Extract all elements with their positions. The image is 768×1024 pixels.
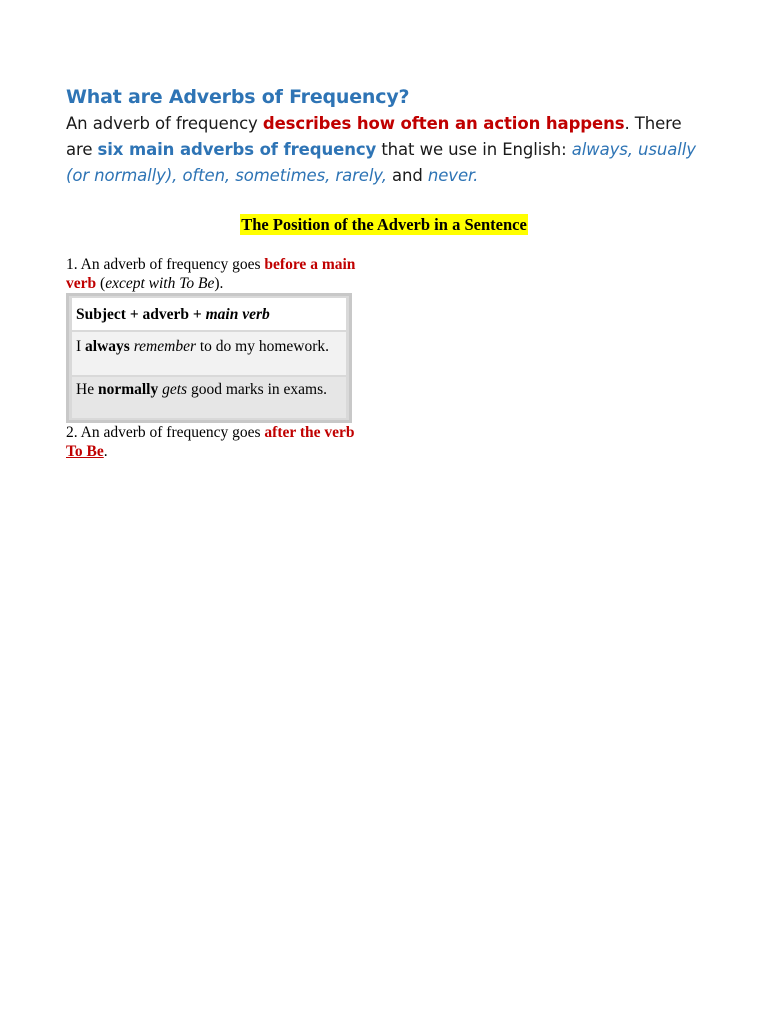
example-table (66, 293, 352, 423)
row-adverb: always (85, 338, 130, 355)
rule-exception: except with To Be (105, 275, 215, 292)
row-verb: remember (133, 338, 196, 355)
row-text: to do my homework. (195, 338, 330, 355)
rule-text: . (103, 443, 108, 460)
rule-text: ( (96, 275, 106, 292)
row-verb: gets (162, 381, 188, 398)
rule-text: 2. An adverb of frequency goes (66, 424, 265, 441)
header-text: Subject + adverb + (76, 306, 206, 323)
intro-text: . There are (66, 114, 682, 159)
intro-adverb-list: always, usually (or normally), often, sometimes, rarely, (66, 140, 696, 185)
table-row (72, 332, 346, 375)
intro-text: that we use in English: (376, 140, 572, 159)
rule-text: ). (214, 275, 224, 292)
row-text: good marks in exams. (187, 381, 327, 398)
row-text: I (76, 338, 86, 355)
intro-paragraph (66, 111, 706, 189)
intro-emphasis-definition: describes how often an action happens (262, 114, 625, 133)
section-title (0, 215, 768, 235)
rule-emphasis-underlined: To Be (66, 443, 104, 460)
row-adverb: normally (97, 381, 159, 398)
intro-text: An adverb of frequency (66, 114, 263, 133)
rule-emphasis: before a main verb (66, 256, 356, 292)
rule-one (66, 255, 356, 293)
table-row (72, 377, 346, 418)
intro-text: and (386, 166, 428, 185)
rule-two (66, 423, 356, 461)
page-heading: What are Adverbs of Frequency? (66, 86, 410, 108)
row-text: He (76, 381, 98, 398)
rule-emphasis: after the verb (264, 424, 355, 441)
intro-adverb-never: never. (427, 166, 479, 185)
intro-emphasis-count: six main adverbs of frequency (97, 140, 377, 159)
table-header-cell (72, 298, 346, 330)
highlighted-title: The Position of the Adverb in a Sentence (241, 215, 527, 234)
rule-text: 1. An adverb of frequency goes (66, 256, 265, 273)
header-verb: main verb (205, 306, 270, 323)
